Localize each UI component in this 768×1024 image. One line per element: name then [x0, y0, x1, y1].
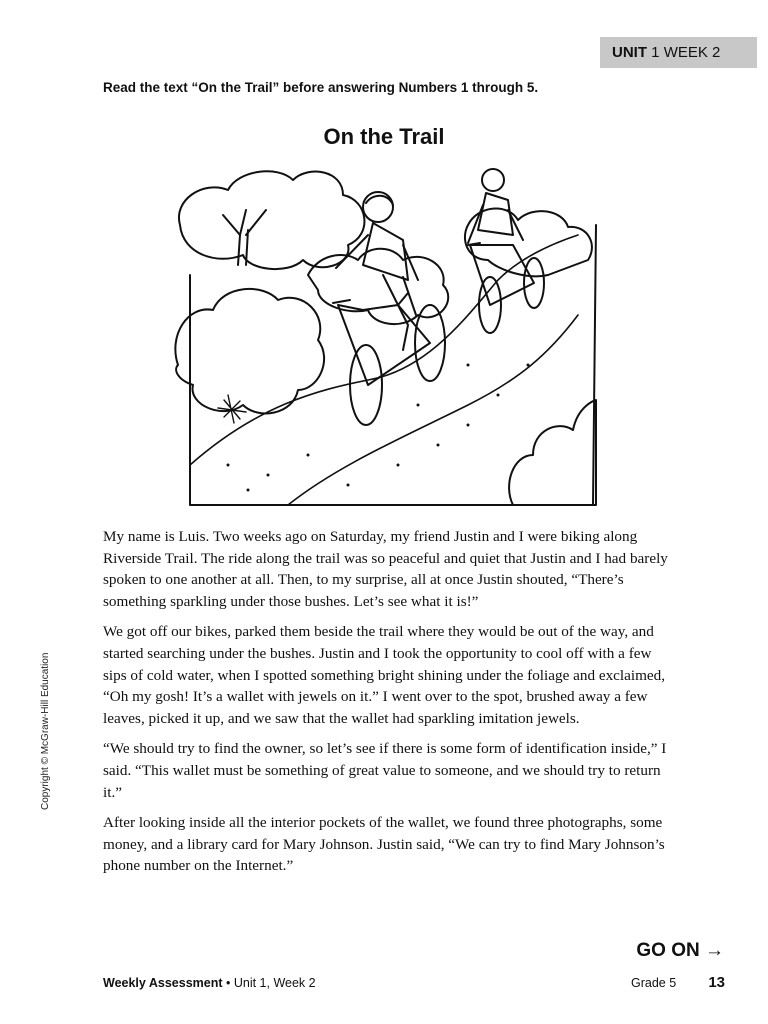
story-paragraph: My name is Luis. Two weeks ago on Saturday, my friend Justin and I were biking along Riverside Trail. The ride along the trail was so peaceful and quiet that Justin and I had barely spoken to one another at all. Then, to my surprise, all at once Justin shouted, “There’s something sparkling under those bushes. Let’s see what it is!” [103, 528, 668, 610]
story-paragraph: “We should try to find the owner, so let’s see if there is some form of identification inside,” I said. “This wallet must be something of great value to someone, and we should try to return it.” [103, 740, 667, 801]
grade-label: Grade 5 [631, 976, 677, 990]
arrow-right-icon: → [705, 940, 724, 961]
copyright-notice: Copyright © McGraw-Hill Education [40, 652, 51, 810]
unit-week-tab [600, 37, 757, 68]
page-number: 13 [708, 974, 725, 991]
page-footer [103, 976, 725, 990]
story-text [103, 526, 668, 886]
assessment-title: Weekly Assessment [103, 976, 223, 990]
instructions: Read the text “On the Trail” before answering Numbers 1 through 5. [103, 80, 539, 95]
page-title: On the Trail [323, 124, 445, 149]
unit-label: UNIT [612, 44, 647, 61]
bikers-trail-illustration [168, 165, 598, 515]
story-paragraph: We got off our bikes, parked them beside the trail where they would be out of the way, and started searching under the bushes. Justin and I took the opportunity to cool off with a few sips of cold water, when I spotted something bright shining under the foliage and exclaimed, “Oh my gosh! It’s a wallet with jewels on it.” I went over to the spot, brushed away a few leaves, picked it up, and we saw that the wallet had sparkling imitation jewels. [103, 623, 666, 727]
go-on-label: GO ON [636, 940, 700, 961]
unit-number: 1 [651, 44, 660, 61]
assessment-detail: • Unit 1, Week 2 [226, 976, 316, 990]
week-label: WEEK 2 [663, 44, 721, 61]
story-paragraph: After looking inside all the interior pockets of the wallet, we found three photographs, some money, and a library card for Mary Johnson. Justin said, “We can try to find Mary Johnson’s phone number on the Internet.” [103, 814, 665, 875]
go-on-indicator [636, 940, 724, 962]
